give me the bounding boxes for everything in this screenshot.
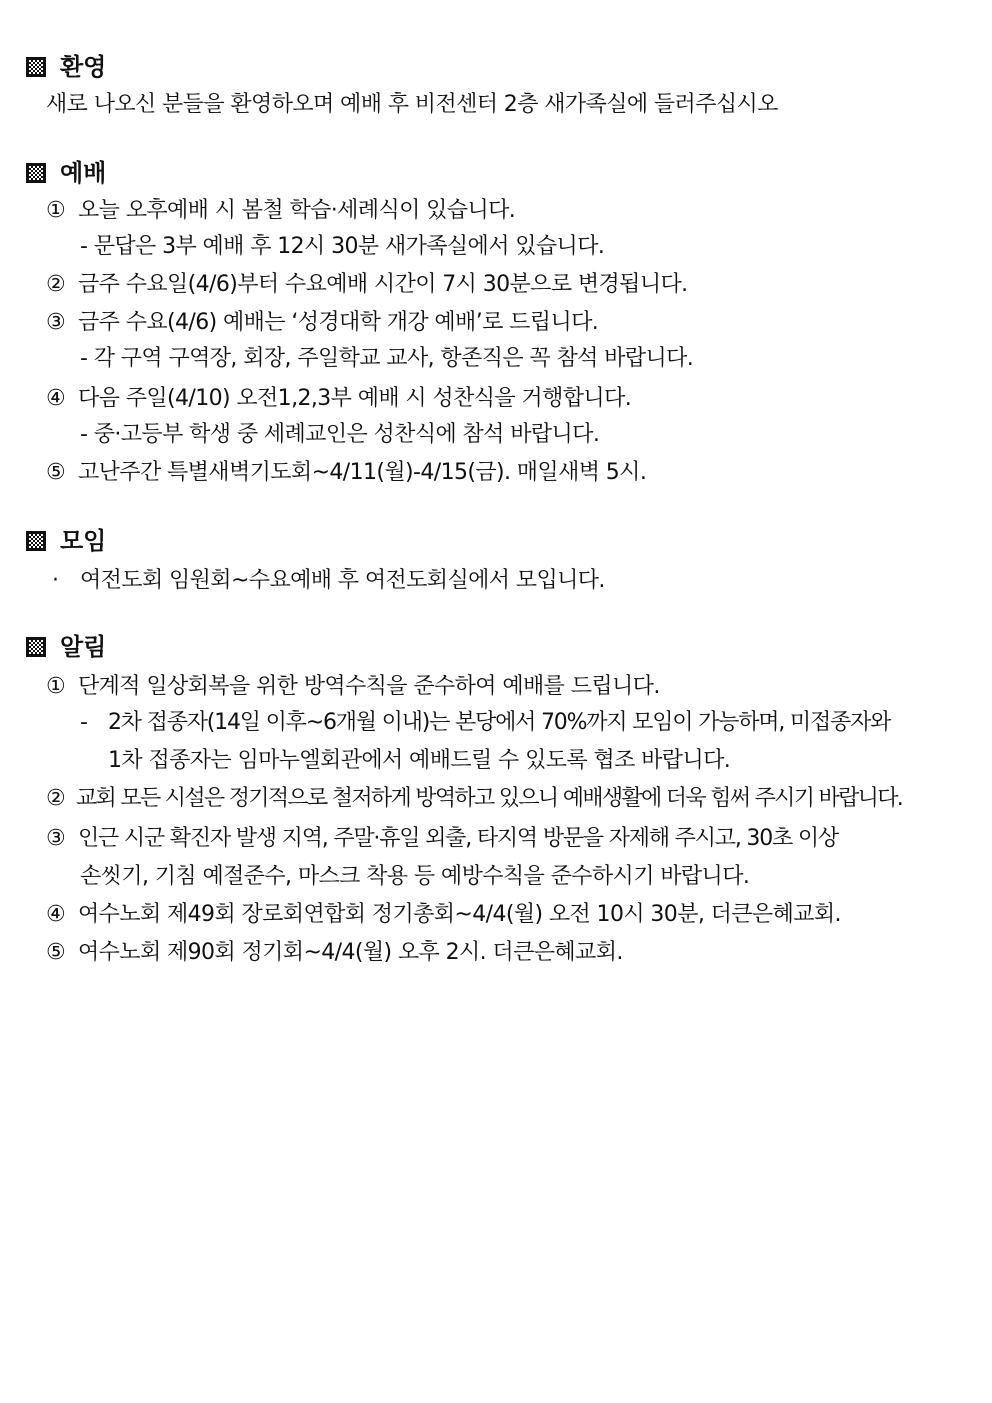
notice-item-3: ③ 인근 시군 확진자 발생 지역, 주말·휴일 외출, 타지역 방문을 자제해 주시고, 30초 이상 [46,826,838,851]
bullet-dot: · [52,568,59,593]
notice-item-5: ⑤ 여수노회 제90회 정기회~4/4(월) 오후 2시. 더큰은혜교회. [46,940,623,965]
worship-item-5: ⑤ 고난주간 특별새벽기도회~4/11(월)-4/15(금). 매일새벽 5시. [46,460,647,485]
worship-item-1: ① 오늘 오후예배 시 봄철 학습·세례식이 있습니다. [46,198,516,223]
worship-item-4-sub: - 중·고등부 학생 중 세례교인은 성찬식에 참석 바랍니다. [80,422,600,447]
worship-item-1-sub: - 문답은 3부 예배 후 12시 30분 새가족실에서 있습니다. [80,234,605,259]
section-title-welcome: 환영 [26,50,106,84]
worship-item-3: ③ 금주 수요(4/6) 예배는 ‘성경대학 개강 예배’로 드립니다. [46,310,599,335]
checkered-square-icon [26,57,46,77]
notice-item-1: ① 단계적 일상회복을 위한 방역수칙을 준수하여 예배를 드립니다. [46,674,660,699]
section-title-meeting: 모임 [26,524,106,558]
worship-item-3-sub: - 각 구역 구역장, 회장, 주일학교 교사, 항존직은 꼭 참석 바랍니다. [80,346,694,371]
checkered-square-icon [26,531,46,551]
checkered-square-icon [26,163,46,183]
worship-item-2: ② 금주 수요일(4/6)부터 수요예배 시간이 7시 30분으로 변경됩니다. [46,272,688,297]
notice-item-4: ④ 여수노회 제49회 장로회연합회 정기총회~4/4(월) 오전 10시 30분, 더큰은혜교회. [46,902,841,927]
checkered-square-icon [26,637,46,657]
notice-item-1-sub: - 2차 접종자(14일 이후~6개월 이내)는 본당에서 70%까지 모임이 가능하며, 미접종자와 [80,710,891,735]
notice-item-1-sub-cont: 1차 접종자는 임마누엘회관에서 예배드릴 수 있도록 협조 바랍니다. [108,748,731,773]
notice-item-2: ② 교회 모든 시설은 정기적으로 철저하게 방역하고 있으니 예배생활에 더욱 힘써 주시기 바랍니다. [46,786,903,811]
worship-item-4: ④ 다음 주일(4/10) 오전1,2,3부 예배 시 성찬식을 거행합니다. [46,386,632,411]
notice-item-3-cont: 손씻기, 기침 예절준수, 마스크 착용 등 예방수칙을 준수하시기 바랍니다. [80,864,750,889]
section-title-worship: 예배 [26,156,106,190]
meeting-item: · 여전도회 임원회~수요예배 후 여전도회실에서 모입니다. [52,564,605,598]
welcome-text: 새로 나오신 분들을 환영하오며 예배 후 비전센터 2층 새가족실에 들러주십시오 [46,92,778,117]
section-title-notice: 알림 [26,630,106,664]
